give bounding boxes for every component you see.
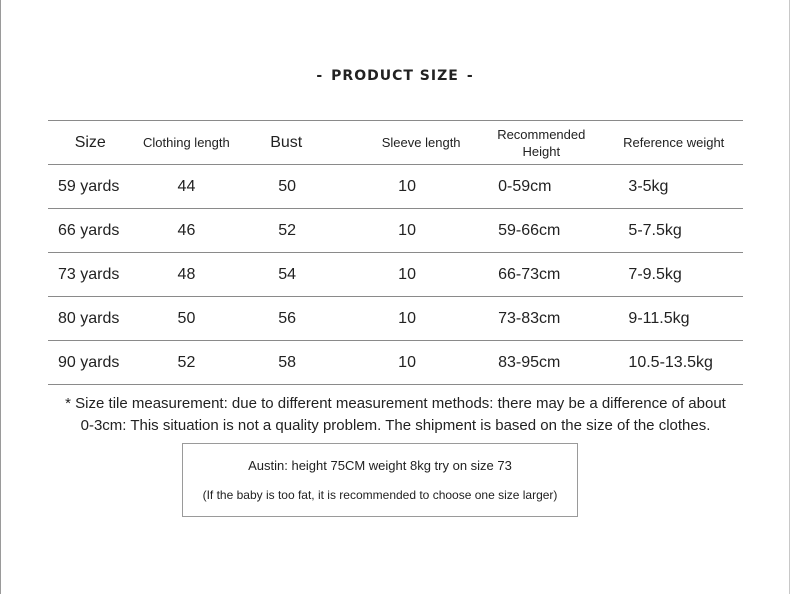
table-row [48,341,743,385]
cell-sleeve-length: 10 [398,265,416,283]
cell-reference-weight: 10.5-13.5kg [628,353,713,371]
table-row [48,165,743,209]
header-recommended-line2: Height [522,143,561,159]
fit-example-line: Austin: height 75CM weight 8kg try on size 73 [248,458,512,473]
cell-size: 73 yards [58,265,120,283]
size-table [48,120,743,385]
cell-size: 80 yards [58,309,120,327]
fit-example-box [182,443,578,517]
cell-size: 90 yards [58,353,120,371]
left-border [0,0,1,594]
cell-clothing-length: 46 [177,221,196,239]
title-dash-right: - [466,68,474,84]
cell-bust: 56 [278,309,296,327]
title-dash-left: - [316,68,324,84]
cell-clothing-length: 48 [177,265,196,283]
cell-size: 59 yards [58,177,120,195]
table-row [48,253,743,297]
cell-reference-weight: 9-11.5kg [628,309,690,327]
header-size: Size [74,133,106,151]
header-clothing-length: Clothing length [143,135,230,150]
header-reference-weight: Reference weight [623,135,725,150]
cell-sleeve-length: 10 [398,309,416,327]
note-line-2: 0-3cm: This situation is not a quality problem. The shipment is based on the size of the clothes. [80,417,711,434]
cell-sleeve-length: 10 [398,353,416,371]
cell-size: 66 yards [58,221,120,239]
cell-recommended-height: 0-59cm [498,177,552,195]
cell-reference-weight: 3-5kg [628,177,669,195]
header-sleeve-length: Sleeve length [381,135,461,150]
note-line-1: * Size tile measurement: due to different measurement methods: there may be a difference of about [65,395,726,412]
title-text: PRODUCT SIZE [331,68,459,84]
measurement-note [48,393,743,437]
cell-clothing-length: 52 [177,353,196,371]
page-title [0,68,790,84]
cell-sleeve-length: 10 [398,221,416,239]
header-recommended-line1: Recommended [497,126,586,142]
header-bust: Bust [270,133,303,151]
cell-sleeve-length: 10 [398,177,416,195]
cell-reference-weight: 5-7.5kg [628,221,682,239]
cell-recommended-height: 73-83cm [498,309,561,327]
cell-recommended-height: 66-73cm [498,265,561,283]
header-recommended-height [478,121,604,165]
cell-clothing-length: 50 [177,309,196,327]
fit-advice-line: (If the baby is too fat, it is recommended to choose one size larger) [202,488,558,502]
cell-recommended-height: 59-66cm [498,221,561,239]
cell-recommended-height: 83-95cm [498,353,561,371]
cell-bust: 50 [278,177,296,195]
cell-bust: 52 [278,221,296,239]
table-row [48,297,743,341]
cell-clothing-length: 44 [177,177,196,195]
table-header-row [48,121,743,165]
cell-bust: 54 [278,265,296,283]
cell-reference-weight: 7-9.5kg [628,265,682,283]
table-row [48,209,743,253]
cell-bust: 58 [278,353,296,371]
